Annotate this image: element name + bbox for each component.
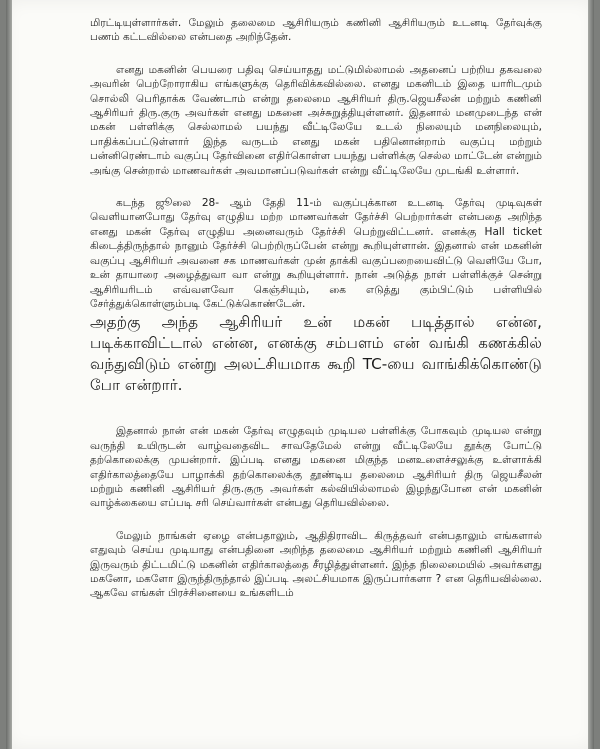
page-edge-right: [588, 0, 594, 749]
page-edge-left: [6, 0, 12, 749]
document-body: [90, 16, 542, 601]
paragraph-1: எனது மகனின் பெயரை பதிவு செய்யாதது மட்டுமில்லாமல் அதனைப் பற்றிய தகவலை அவரின் பெற்றோராகிய எங்களுக்கு தெரிவிக்கவில்லை. எனது மகனிடம் இதை யாரிடமும் சொல்லி பெரிதாக்க வேண்டாம் என்று தலைமை ஆசிரியர் திரு.ஜெயசீலன் மற்றும் கணினி ஆசிரியர் திரு.குரு அவர்கள் எனது மகனை அச்சுறுத்தியுள்ளனர். இதனால் மனமுடைந்த என் மகன் பள்ளிக்கு செல்லாமல் பயந்து வீட்டிலேயே உடல் நிலையும் மனநிலையும், பாதிக்கப்பட்டுள்ளார் இந்த வருடம் எனது மகன் பதினொன்றாம் வகுப்பு மற்றும் பன்னிரெண்டாம் வகுப்பு தேர்வினை எதிர்கொள்ள பயந்து பள்ளிக்கு செல்ல மாட்டேன் என்றும் அங்கு சென்றால் மாணவர்கள் அவமானப்படுவர்கள் என்று வீட்டிலேயே முடங்கி உள்ளார்.: [90, 63, 542, 177]
paragraph-2: கடந்த ஜூலை 28- ஆம் தேதி 11-ம் வகுப்புக்கான உடனடி தேர்வு முடிவுகள் வெளியானபோது தேர்வு எழுதிய மற்ற மாணவர்கள் தேர்ச்சி பெற்றார்கள் என்பதை அறிந்த எனது மகன் தேர்வு எழுதிய அனைவரும் தேர்ச்சி பெற்றுவிட்டனர். எனக்கு Hall ticket கிடைத்திருந்தால் நானும் தேர்ச்சி பெற்றிருப்பேன் என்று கூறியுள்ளான். இதனால் என் மகனின் வகுப்பு ஆசிரியர் அவனை சக மாணவர்கள் முன் தாக்கி வகுப்பறையைவிட்டு வெளியே போ, உன் தாயாரை அழைத்துவா வா என்று கூறியுள்ளார். நான் அடுத்த நாள் பள்ளிக்குச் சென்று ஆசிரியரிடம் எவ்வளவோ கெஞ்சியும், கை எடுத்து கும்பிட்டும் பள்ளியில் சேர்த்துக்கொள்ளும்படி கேட்டுக்கொண்டேன்.: [90, 197, 542, 310]
paragraph-3: இதனால் நான் என் மகன் தேர்வு எழுதவும் முடியல பள்ளிக்கு போகவும் முடியல என்று வருந்தி உயிருடன் வாழ்வதைவிட சாவதேமேல் என்று வீட்டிலேயே தூக்கு போட்டு தற்கொலைக்கு முயன்றார். இப்படி எனது மகனை மிகுந்த மனஉளைச்சலுக்கு உள்ளாக்கி எதிர்காலத்தையே பாழாக்கி தற்கொலைக்கு தூண்டிய தலைமை ஆசிரியர் திரு ஜெயசீலன் மற்றும் கணினி ஆசிரியர் திரு.குரு அவர்கள் கல்வியில்லாமல் இழந்துபோன என் மகனின் வாழ்க்கையை எப்படி சரி செய்வார்கள் என்பது தெரியவில்லை.: [90, 425, 542, 510]
paragraph-intro: மிரட்டியுள்ளார்கள். மேலும் தலைமை ஆசிரியரும் கணினி ஆசிரியரும் உடனடி தேர்வுக்கு பணம் கட்டவில்லை என்பதை அறிந்தேன்.: [90, 17, 542, 44]
paragraph-2-emphasis: அதற்கு அந்த ஆசிரியர் உன் மகன் படித்தால் என்ன, படிக்காவிட்டால் என்ன, எனக்கு சம்பளம் என் வங்கி கணக்கில் வந்துவிடும் என்று அலட்சியமாக கூறி TC-யை வாங்கிக்கொண்டு போ என்றார்.: [90, 313, 542, 395]
paragraph-4: மேலும் நாங்கள் ஏழை என்பதாலும், ஆதிதிராவிட கிருத்தவர் என்பதாலும் எங்களால் எதுவும் செய்ய முடியாது என்பதினை அறிந்த தலைமை ஆசிரியர் மற்றும் கணினி ஆசிரியர் இருவரும் திட்டமிட்டு மகனின் எதிர்காலத்தை சீரழித்துள்ளனர். இந்த நிலைமையில் அவர்களது மகனோ, மகளோ இருந்திருந்தால் இப்படி அலட்சியமாக இருப்பார்களா ? என தெரியவில்லை. ஆகவே எங்கள் பிரச்சினையை உங்களிடம்: [90, 529, 542, 600]
document-page: [6, 0, 594, 749]
